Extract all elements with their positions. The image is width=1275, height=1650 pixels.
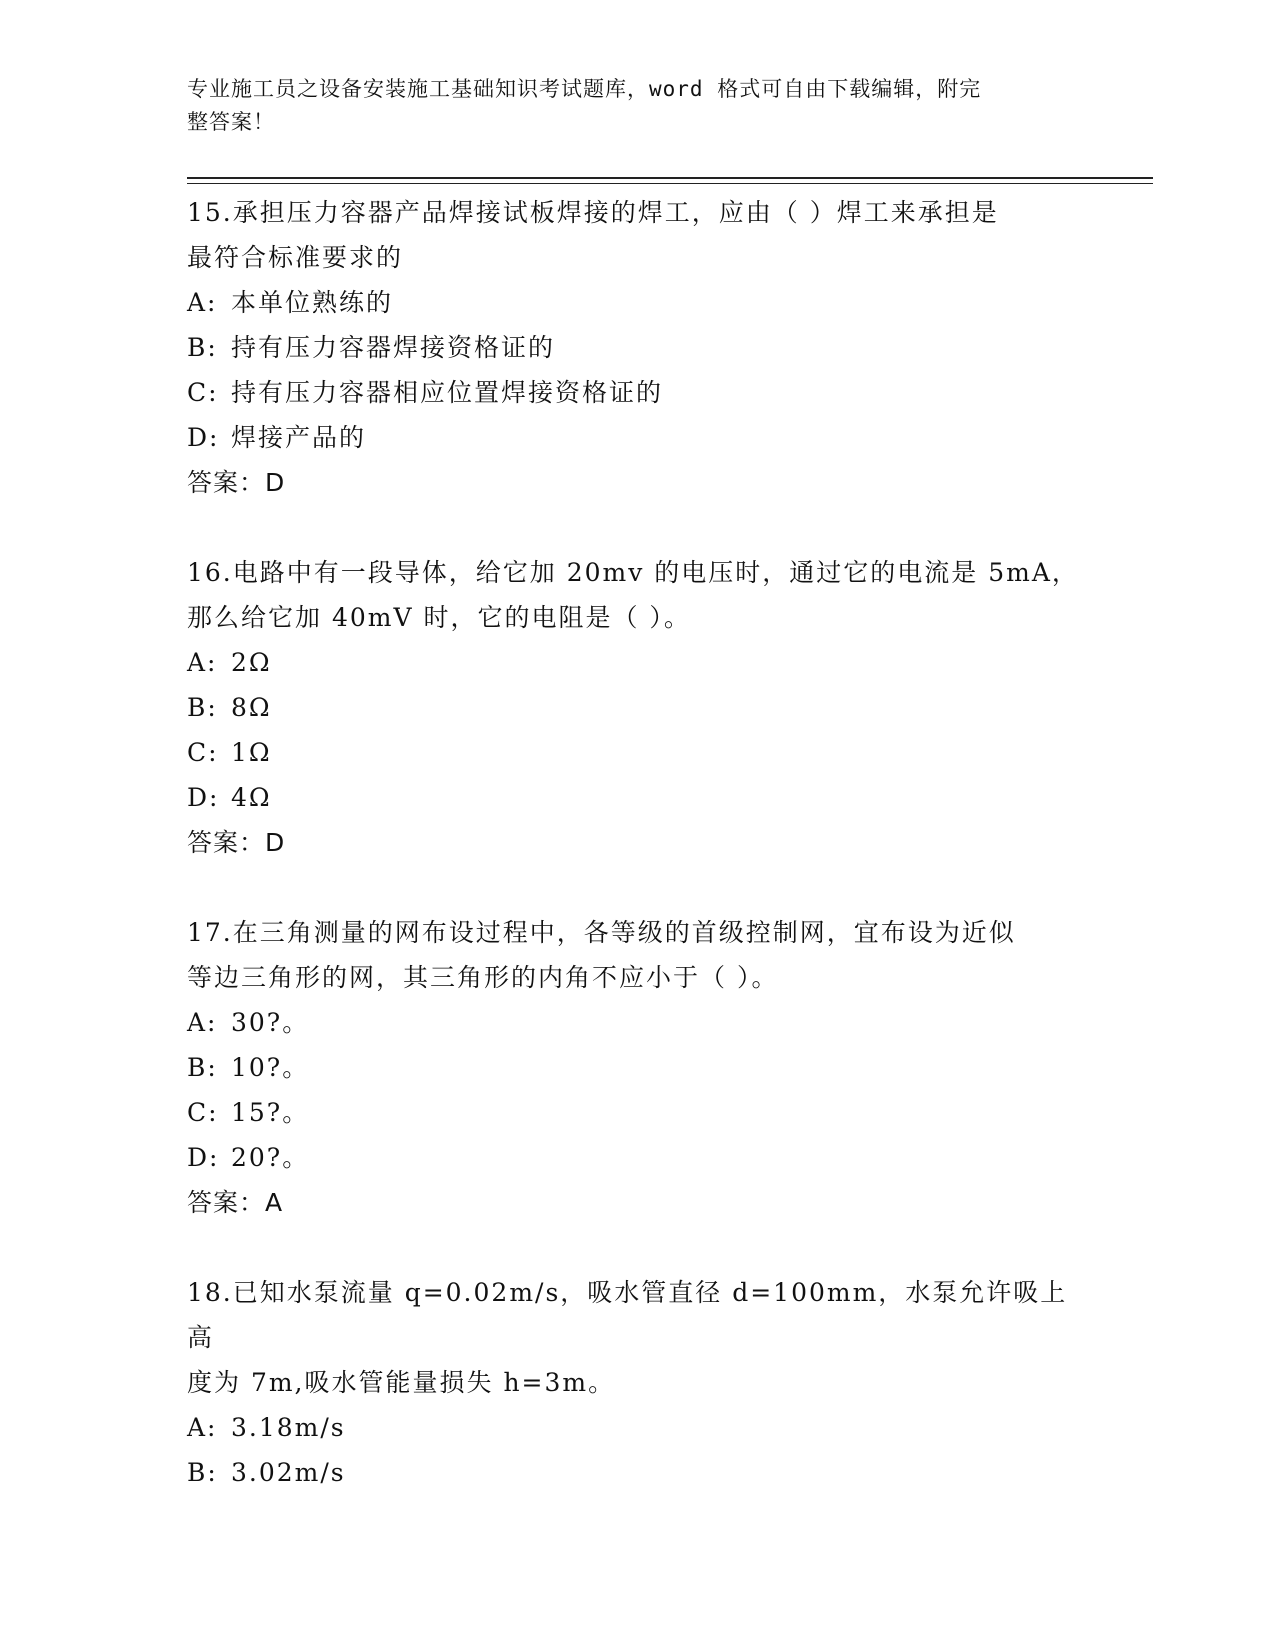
option-text: 焊接产品的 bbox=[231, 423, 367, 452]
option-text: 3.02m/s bbox=[231, 1458, 346, 1487]
option-text: 持有压力容器焊接资格证的 bbox=[231, 333, 556, 362]
option-text: 10?。 bbox=[231, 1053, 310, 1082]
question-list bbox=[187, 190, 1087, 1540]
option-letter: C: bbox=[187, 1098, 219, 1127]
question-17-option-b bbox=[187, 1045, 1087, 1090]
question-16-line-1: 16.电路中有一段导体，给它加 20mv 的电压时，通过它的电流是 5mA， bbox=[187, 558, 1079, 587]
option-text: 3.18m/s bbox=[231, 1413, 346, 1442]
option-text: 20?。 bbox=[231, 1143, 310, 1172]
question-15-line-1: 15.承担压力容器产品焊接试板焊接的焊工，应由（ ）焊工来承担是 bbox=[187, 198, 999, 227]
question-18-option-a bbox=[187, 1405, 1087, 1450]
header-divider-thin bbox=[187, 183, 1153, 184]
option-letter: B: bbox=[187, 333, 218, 362]
option-letter: B: bbox=[187, 1458, 218, 1487]
question-18 bbox=[187, 1270, 1087, 1495]
question-16-option-d bbox=[187, 775, 1087, 820]
question-17 bbox=[187, 910, 1087, 1225]
option-text: 本单位熟练的 bbox=[231, 288, 394, 317]
option-text: 持有压力容器相应位置焊接资格证的 bbox=[231, 378, 664, 407]
question-15-answer: 答案：D bbox=[187, 468, 286, 497]
question-18-line-2: 度为 7m,吸水管能量损失 h=3m。 bbox=[187, 1368, 616, 1397]
question-15-option-c bbox=[187, 370, 1087, 415]
option-text: 8Ω bbox=[231, 693, 272, 722]
option-letter: D: bbox=[187, 783, 220, 812]
question-17-answer: 答案：A bbox=[187, 1188, 284, 1217]
option-letter: A: bbox=[187, 1413, 218, 1442]
question-15-line-2: 最符合标准要求的 bbox=[187, 243, 404, 272]
header-line-2: 整答案！ bbox=[187, 110, 275, 134]
option-letter: B: bbox=[187, 693, 218, 722]
header-line-1: 专业施工员之设备安装施工基础知识考试题库，word 格式可自由下载编辑，附完 bbox=[187, 77, 982, 101]
question-18-line-1: 18.已知水泵流量 q=0.02m/s，吸水管直径 d=100mm，水泵允许吸上高 bbox=[187, 1278, 1068, 1352]
option-text: 2Ω bbox=[231, 648, 272, 677]
question-16-answer: 答案：D bbox=[187, 828, 286, 857]
option-text: 15?。 bbox=[231, 1098, 310, 1127]
option-letter: D: bbox=[187, 423, 220, 452]
question-17-option-d bbox=[187, 1135, 1087, 1180]
question-17-option-a bbox=[187, 1000, 1087, 1045]
option-text: 1Ω bbox=[231, 738, 272, 767]
question-17-option-c bbox=[187, 1090, 1087, 1135]
option-letter: C: bbox=[187, 738, 219, 767]
question-15-option-b bbox=[187, 325, 1087, 370]
option-letter: D: bbox=[187, 1143, 220, 1172]
option-letter: A: bbox=[187, 288, 218, 317]
option-letter: B: bbox=[187, 1053, 218, 1082]
question-18-option-b bbox=[187, 1450, 1087, 1495]
header-divider-thick bbox=[187, 177, 1153, 179]
question-15 bbox=[187, 190, 1087, 505]
option-text: 30?。 bbox=[231, 1008, 310, 1037]
question-16 bbox=[187, 550, 1087, 865]
option-text: 4Ω bbox=[231, 783, 272, 812]
document-header bbox=[187, 73, 1067, 139]
question-16-option-a bbox=[187, 640, 1087, 685]
question-16-option-b bbox=[187, 685, 1087, 730]
question-16-option-c bbox=[187, 730, 1087, 775]
option-letter: A: bbox=[187, 1008, 218, 1037]
question-17-line-1: 17.在三角测量的网布设过程中，各等级的首级控制网，宜布设为近似 bbox=[187, 918, 1016, 947]
question-15-option-d bbox=[187, 415, 1087, 460]
question-17-line-2: 等边三角形的网，其三角形的内角不应小于（ ）。 bbox=[187, 963, 779, 992]
option-letter: A: bbox=[187, 648, 218, 677]
question-16-line-2: 那么给它加 40mV 时，它的电阻是（ ）。 bbox=[187, 603, 691, 632]
question-15-option-a bbox=[187, 280, 1087, 325]
option-letter: C: bbox=[187, 378, 219, 407]
